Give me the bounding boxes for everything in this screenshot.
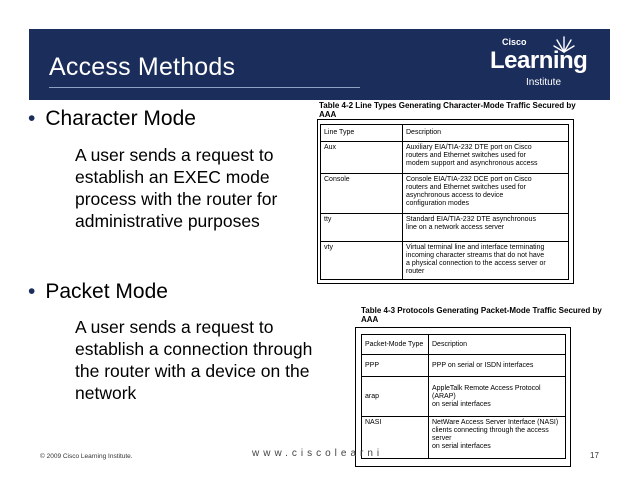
table-cell (403, 242, 569, 280)
table-row (362, 377, 566, 417)
cell-line: line on a network access server (406, 224, 505, 231)
table1-caption (319, 101, 576, 119)
table-row (362, 417, 566, 459)
table-cell (403, 142, 569, 174)
table-cell: PPP (362, 355, 429, 377)
table-cell: Console (321, 174, 403, 214)
website-text: www.ciscolearni (252, 448, 384, 459)
title-bar (29, 29, 610, 100)
table-row (321, 242, 569, 280)
table-cell: Aux (321, 142, 403, 174)
table-header-cell: Line Type (321, 125, 403, 142)
packet-mode-description (75, 316, 312, 404)
cell-line: incoming character streams that do not have (406, 252, 545, 259)
table2 (361, 334, 566, 459)
text-line: the router with a device on the (75, 361, 310, 381)
bullet-label: Character Mode (45, 107, 196, 130)
table1 (320, 124, 569, 280)
table-cell (403, 214, 569, 242)
cell-line: Virtual terminal line and interface terminating (406, 244, 545, 251)
cell-line: routers and Ethernet switches used for (406, 184, 526, 191)
table-cell (429, 377, 566, 417)
caption-line: AAA (319, 110, 337, 119)
cell-line: AppleTalk Remote Access Protocol (ARAP) (432, 384, 541, 400)
copyright-text: © 2009 Cisco Learning Institute. (40, 453, 133, 460)
table-cell (429, 417, 566, 459)
table-cell (429, 355, 566, 377)
text-line: network (75, 383, 137, 403)
table-cell: arap (362, 377, 429, 417)
bullet-dot-icon: • (28, 107, 36, 130)
caption-line: AAA (361, 315, 379, 324)
table-row (321, 174, 569, 214)
cell-line: router (406, 268, 425, 275)
table-header-cell: Description (429, 335, 566, 355)
character-mode-description (75, 144, 277, 232)
bullet-packet-mode (28, 280, 168, 304)
table-row (321, 214, 569, 242)
title-underline (49, 87, 360, 88)
bullet-label: Packet Mode (45, 280, 168, 303)
logo-cisco-text: Cisco (502, 37, 527, 47)
cell-line: NetWare Access Server Interface (NASI) (432, 419, 559, 426)
cell-line: asynchronous access to device (406, 192, 504, 199)
text-line: process with the router for (75, 189, 278, 209)
cell-line: on serial interfaces (432, 400, 491, 408)
cell-line: Auxiliary EIA/TIA-232 DTE port on Cisco (406, 144, 532, 151)
logo-learning-text: Learning (490, 47, 588, 74)
table-header-row (321, 125, 569, 142)
cell-line: Standard EIA/TIA-232 DTE asynchronous (406, 216, 536, 223)
cell-line: routers and Ethernet switches used for (406, 152, 526, 159)
table-cell: tty (321, 214, 403, 242)
text-line: A user sends a request to (75, 317, 274, 337)
logo-institute-text: Institute (526, 77, 562, 88)
cell-line: PPP on serial or ISDN interfaces (432, 361, 534, 369)
text-line: administrative purposes (75, 211, 260, 231)
text-line: A user sends a request to (75, 145, 274, 165)
cell-line: clients connecting through the access server (432, 427, 549, 442)
page-number: 17 (590, 451, 599, 460)
table-header-row (362, 335, 566, 355)
cell-line: configuration modes (406, 200, 470, 207)
table-cell: vty (321, 242, 403, 280)
bullet-character-mode (28, 107, 196, 131)
cisco-learning-institute-logo (490, 35, 600, 95)
cell-line: a physical connection to the access server or (406, 260, 546, 267)
table-header-cell: Description (403, 125, 569, 142)
table-row (321, 142, 569, 174)
table-cell (403, 174, 569, 214)
bullet-dot-icon: • (28, 280, 36, 303)
cell-line: on serial interfaces (432, 443, 491, 450)
table-cell: NASI (362, 417, 429, 459)
cell-line: Console EIA/TIA-232 DCE port on Cisco (406, 176, 532, 183)
table-header-cell: Packet-Mode Type (362, 335, 429, 355)
table-row (362, 355, 566, 377)
text-line: establish an EXEC mode (75, 167, 270, 187)
slide-title: Access Methods (49, 53, 236, 81)
text-line: establish a connection through (75, 339, 313, 359)
table2-caption (361, 306, 602, 324)
caption-line: Table 4-2 Line Types Generating Character-Mode Traffic Secured by (319, 101, 576, 110)
cell-line: modem support and asynchronous access (406, 160, 538, 167)
caption-line: Table 4-3 Protocols Generating Packet-Mode Traffic Secured by (361, 306, 602, 315)
